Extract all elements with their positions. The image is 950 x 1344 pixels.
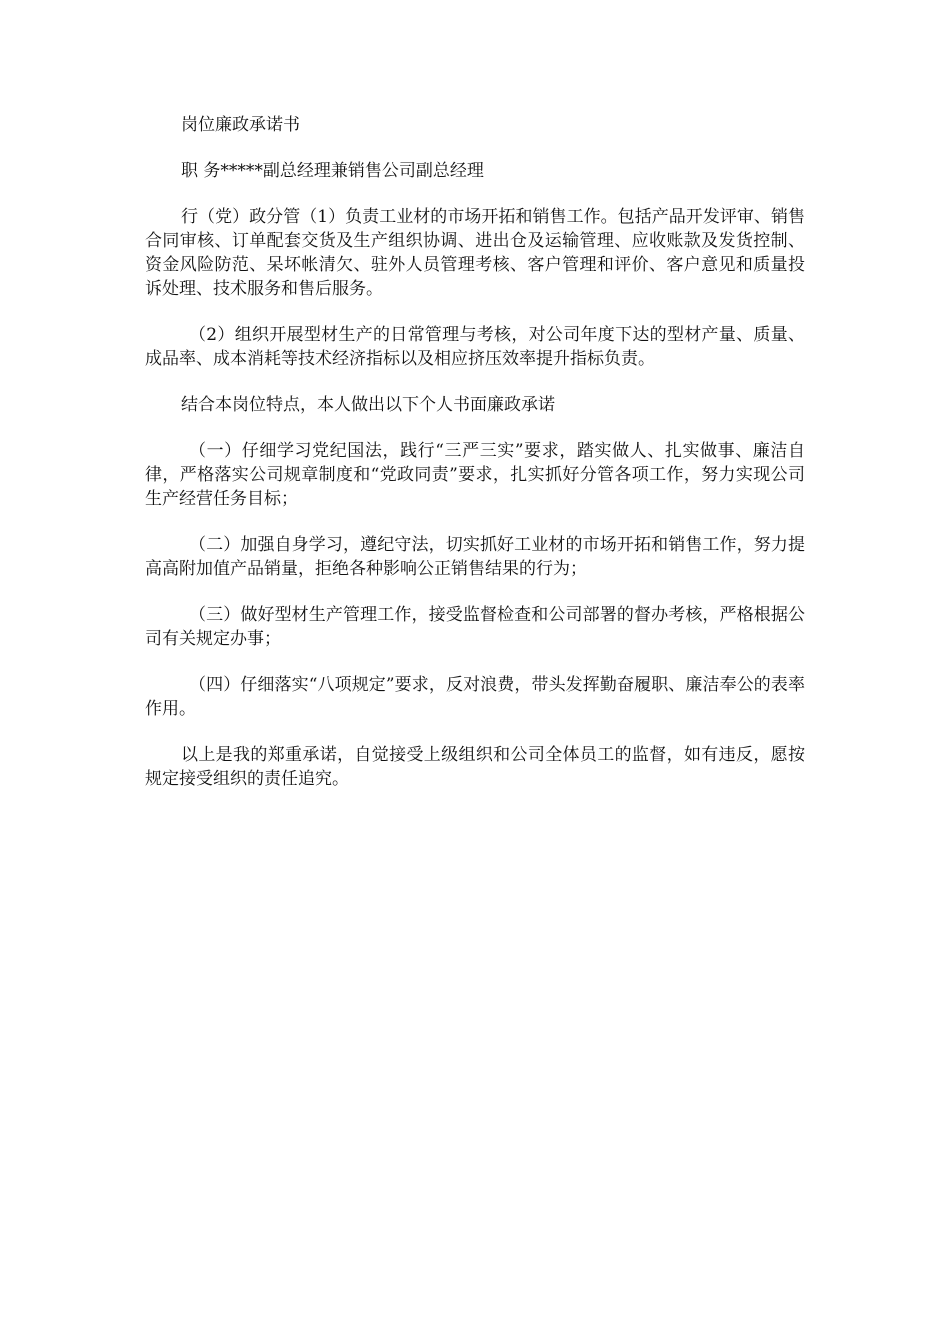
promise-item-4: （四）仔细落实“八项规定”要求，反对浪费，带头发挥勤奋履职、廉洁奉公的表率作用。	[145, 675, 805, 719]
document-body	[145, 113, 805, 813]
duty-paragraph-2: （2）组织开展型材生产的日常管理与考核，对公司年度下达的型材产量、质量、成品率、成本消耗等技术经济指标以及相应挤压效率提升指标负责。	[145, 325, 805, 369]
position-line: 职 务*****副总经理兼销售公司副总经理	[181, 161, 484, 181]
promise-item-3: （三）做好型材生产管理工作，接受监督检查和公司部署的督办考核，严格根据公司有关规定办事；	[145, 605, 805, 649]
duty-paragraph-1: 行（党）政分管（1）负责工业材的市场开拓和销售工作。包括产品开发评审、销售合同审核、订单配套交货及生产组织协调、进出仓及运输管理、应收账款及发货控制、资金风险防范、呆坏帐清欠、驻外人员管理考核、客户管理和评价、客户意见和质量投诉处理、技术服务和售后服务。	[145, 207, 805, 299]
promise-item-1: （一）仔细学习党纪国法，践行“三严三实”要求，踏实做人、扎实做事、廉洁自律，严格落实公司规章制度和“党政同责”要求，扎实抓好分管各项工作，努力实现公司生产经营任务目标；	[145, 441, 805, 509]
document-title: 岗位廉政承诺书	[181, 115, 300, 135]
promise-intro: 结合本岗位特点，本人做出以下个人书面廉政承诺	[181, 395, 555, 415]
promise-item-2: （二）加强自身学习，遵纪守法，切实抓好工业材的市场开拓和销售工作，努力提高高附加值产品销量，拒绝各种影响公正销售结果的行为；	[145, 535, 805, 579]
closing-paragraph: 以上是我的郑重承诺，自觉接受上级组织和公司全体员工的监督，如有违反，愿按规定接受组织的责任追究。	[145, 745, 805, 789]
